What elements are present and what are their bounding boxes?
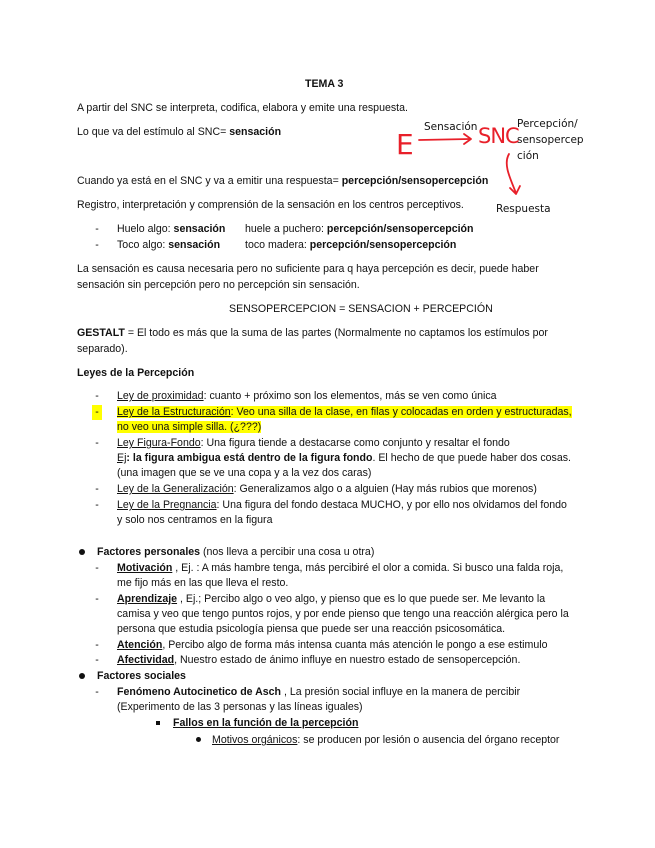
list-dash: - <box>95 437 99 449</box>
list-dash: - <box>95 593 99 605</box>
ley-figura-fondo-l1: Ley Figura-Fondo: Una figura tiende a destacarse como conjunto y resaltar el fondo <box>117 437 510 449</box>
ley-estructuracion-l1: Ley de la Estructuración: Veo una silla de la clase, en filas y colocadas en orden y estructuradas, <box>117 406 572 418</box>
section-heading-leyes: Leyes de la Percepción <box>77 367 195 379</box>
ley-proximidad: Ley de proximidad: cuanto + próximo son los elementos, más se ven como única <box>117 390 497 402</box>
paragraph-sensacion: Lo que va del estímulo al SNC= sensación <box>77 126 282 138</box>
factor-afectividad: Afectividad, Nuestro estado de ánimo influye en nuestro estado de sensopercepción. <box>117 654 521 666</box>
handwritten-e-letter: E <box>396 128 414 161</box>
list-dash: - <box>95 499 99 511</box>
list-dash: - <box>95 483 99 495</box>
document-title: TEMA 3 <box>305 78 344 90</box>
ley-figura-fondo-l2: Ej: la figura ambigua está dentro de la figura fondo. El hecho de que puede haber dos cosas. <box>117 452 571 464</box>
factores-sociales-heading: Factores sociales <box>97 670 186 682</box>
handwritten-respuesta-label: Respuesta <box>496 203 551 215</box>
list-dash: - <box>95 562 99 574</box>
factores-personales-heading: Factores personales (nos lleva a percibir una cosa u otra) <box>97 546 375 558</box>
paragraph-intro: A partir del SNC se interpreta, codifica, elabora y emite una respuesta. <box>77 102 408 114</box>
square-bullet-icon <box>156 721 160 725</box>
list-dash: - <box>95 686 99 698</box>
handwritten-percepcion-label: Percepción/ sensopercep ción <box>517 118 584 162</box>
list-item-toco-madera: toco madera: percepción/sensopercepción <box>245 239 457 251</box>
ley-generalizacion: Ley de la Generalización: Generalizamos algo o a alguien (Hay más rubios que morenos) <box>117 483 537 495</box>
fallos-heading: Fallos en la función de la percepción <box>173 717 359 729</box>
ley-pregnancia-l2: y solo nos centramos en la figura <box>117 514 273 526</box>
bullet-icon <box>79 549 85 555</box>
handwritten-snc-label: SNC <box>478 124 519 148</box>
paragraph-causa-l1: La sensación es causa necesaria pero no suficiente para q haya percepción es decir, puede haber <box>77 263 539 275</box>
paragraph-percepcion: Cuando ya está en el SNC y va a emitir una respuesta= percepción/sensopercepción <box>77 175 489 187</box>
handwritten-sensacion-label: Sensación <box>424 121 478 133</box>
arrow-to-respuesta <box>507 154 516 193</box>
paragraph-causa-l2: sensación sin percepción pero no percepción sin sensación. <box>77 279 360 291</box>
factor-aprendizaje-l3: persona que estudia psicología piensa que puede ser una reacción psicosomática. <box>117 623 506 635</box>
factor-motivacion-l1: Motivación , Ej. : A más hambre tenga, más percibiré el olor a comida. Si busco una falda roja, <box>117 562 564 574</box>
factor-aprendizaje-l2: camisa y veo que tengo puntos rojos, y por ende pienso que tengo una reacción alérgica pero la <box>117 608 569 620</box>
list-item-toco: Toco algo: sensación <box>117 239 221 251</box>
paragraph-gestalt-l1: GESTALT = El todo es más que la suma de las partes (Normalmente no captamos los estímulos por <box>77 327 548 339</box>
list-dash: - <box>95 654 99 666</box>
ley-pregnancia-l1: Ley de la Pregnancia: Una figura del fondo destaca MUCHO, y por ello nos olvidamos del fondo <box>117 499 567 511</box>
arrow-to-snc <box>419 139 470 140</box>
paragraph-gestalt-l2: separado). <box>77 343 128 355</box>
list-item-huele: huele a puchero: percepción/sensopercepción <box>245 223 474 235</box>
bullet-icon <box>79 673 85 679</box>
fenomeno-asch-l1: Fenómeno Autocinetico de Asch , La presión social influye en la manera de percibir <box>117 686 521 698</box>
list-dash: - <box>95 639 99 651</box>
bullet-icon <box>196 737 201 742</box>
factor-aprendizaje-l1: Aprendizaje , Ej.; Percibo algo o veo algo, y pienso que es lo que puede ser. Me levanto la <box>117 593 546 605</box>
list-item-huelo: Huelo algo: sensación <box>117 223 226 235</box>
motivos-organicos: Motivos orgánicos: se producen por lesión o ausencia del órgano receptor <box>212 734 560 746</box>
formula-line: SENSOPERCEPCION = SENSACION + PERCEPCIÓN <box>229 303 493 315</box>
list-dash: - <box>95 390 99 402</box>
factor-atencion: Atención, Percibo algo de forma más intensa cuanta más atención le pongo a ese estimulo <box>117 639 548 651</box>
fenomeno-asch-l2: (Experimento de las 3 personas y las líneas iguales) <box>117 701 363 713</box>
paragraph-registro: Registro, interpretación y comprensión de la sensación en los centros perceptivos. <box>77 199 464 211</box>
ley-estructuracion-l2: no veo una simple silla. (¿???) <box>117 421 262 433</box>
list-dash: - <box>95 239 99 251</box>
list-dash: - <box>92 405 102 420</box>
ley-figura-fondo-l3: (una imagen que se ve una copa y a la vez dos caras) <box>117 467 372 479</box>
factor-motivacion-l2: me fijo más en las que lleva el resto. <box>117 577 289 589</box>
list-dash: - <box>95 223 99 235</box>
